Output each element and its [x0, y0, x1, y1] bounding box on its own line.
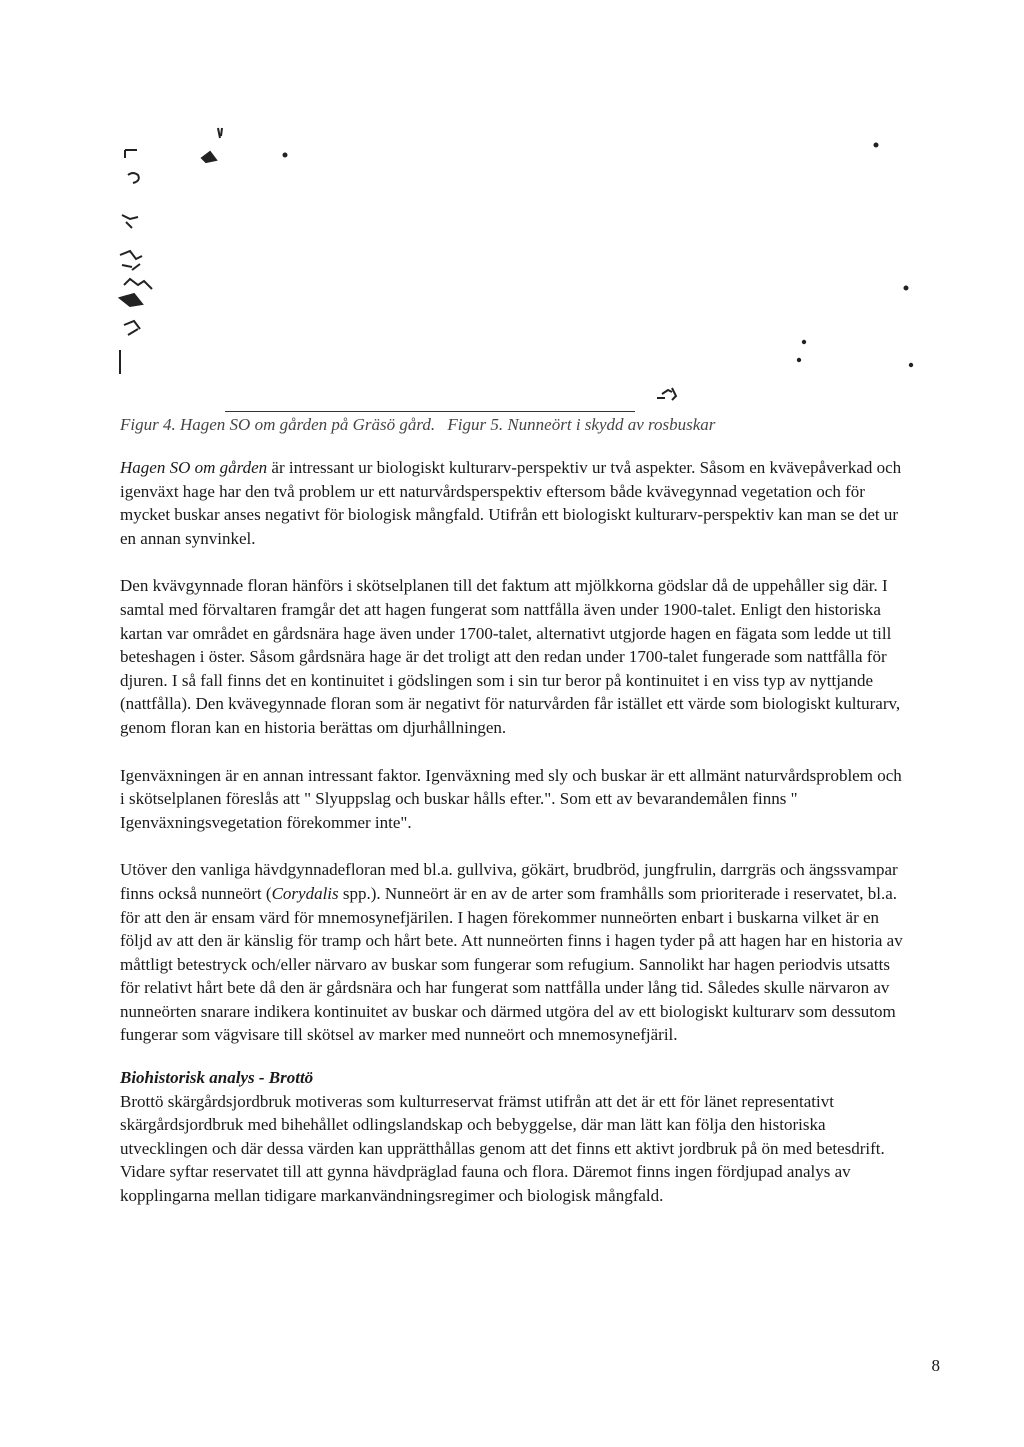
- paragraph-hagen-intro: [120, 456, 910, 550]
- figure-4-caption: Figur 4. Hagen SO om gården på Gräsö gård.: [120, 415, 436, 434]
- paragraph-igenvaxningen: Igenväxningen är en annan intressant faktor. Igenväxning med sly och buskar är ett allmänt naturvårdsproblem och i skötselplanen föreslås att " Slyuppslag och buskar hålls efter.". Som ett av bevarandemålen finns " Igenväxningsvegetation förekommer inte".: [120, 765, 902, 832]
- figure-captions: [120, 415, 715, 435]
- paragraph-brotto: Brottö skärgårdsjordbruk motiveras som kulturreservat främst utifrån att det är ett för länet representativt skärgårdsjordbruk med bihehållet odlingslandskap och bebyggelse, där man lätt kan följa den historiska utvecklingen och där dessa värden kan upprätthållas genom att det finns ett aktivt jordbruk på ön med betesdrift. Vidare syftar reservatet till att gynna hävdpräglad fauna och flora. Däremot finns ingen fördjupad analys av kopplingarna mellan tidigare markanvändningsregimer och biologisk mångfald.: [120, 1091, 885, 1206]
- figure-scan-artifacts: [110, 110, 940, 420]
- scan-speckles: [120, 128, 912, 400]
- paragraph-nunneort-part1: Utöver den vanliga hävdgynnadefloran med bl.a. gullviva, gökärt, brudbröd, jungfrulin, darrgräs och ängssvampar finns också nunneört (: [120, 860, 898, 903]
- section-heading-brotto: Biohistorisk analys - Brottö: [120, 1068, 314, 1088]
- paragraph-nunneort: [120, 858, 910, 1047]
- page-number: 8: [931, 1356, 940, 1375]
- figure-area: [110, 110, 940, 420]
- paragraph-kvavgynnade-floran: Den kvävgynnade floran hänförs i skötselplanen till det faktum att mjölkkorna gödslar då de uppehåller sig där. I samtal med förvaltaren framgår det att hagen fungerat som nattfålla även under 1900-talet. Enligt den historiska kartan var området en gårdsnära hage även under 1700-talet, alternativt utgjorde hagen en fägata som ledde ut till beteshagen i öster. Såsom gårdsnära hage är det troligt att den redan under 1700-talet fungerade som nattfålla för djuren. I så fall finns det en kontinuitet i gödslingen som i sin tur beror på kontinuitet i en viss typ av nyttjande (nattfålla). Den kvävegynnade floran som är negativt för naturvården får istället ett värde som biologiskt kulturarv, genom floran kan en historia berättas om djurhållningen.: [120, 576, 901, 737]
- paragraph-hagen-lead: Hagen SO om gården: [120, 458, 268, 477]
- paragraph-nunneort-part2: spp.). Nunneört är en av de arter som framhålls som prioriterade i reservatet, bl.a. för att den är ensam värd för mnemosynefjärilen. I hagen förekommer nunneörten enbart i buskarna vilket är en följd av att den är känslig för tramp och hårt bete. Att nunneörten finns i hagen tyder på att hagen har en historia av måttligt betestryck och/eller närvaro av buskar som fungerar som refugium. Sannolikt har hagen periodvis utsatts för relativt hårt bete då den är gårdsnära och har fungerat som nattfålla under lång tid. Således skulle närvaron av nunneörten snarare indikera kontinuitet av buskar och därmed utgöra del av ett biologiskt kulturarv som dessutom fungerar som vägvisare till skötsel av marker med nunneört och mnemosynefjäril.: [120, 883, 903, 1045]
- figure-divider-line: [225, 411, 635, 412]
- species-name-corydalis: Corydalis: [271, 883, 339, 903]
- figure-5-caption: Figur 5. Nunneört i skydd av rosbuskar: [447, 415, 716, 434]
- body-text: [120, 456, 910, 1232]
- paragraph-hagen-text: är intressant ur biologiskt kulturarv-perspektiv ur två aspekter. Såsom en kvävepåverkad och igenväxt hage har den två problem ur ett naturvårdsperspektiv eftersom både kvävegynnad vegetation och för mycket buskar anses negativt för biologisk mångfald. Utifrån ett biologiskt kulturarv-perspektiv kan man se det ur en annan synvinkel.: [120, 458, 902, 548]
